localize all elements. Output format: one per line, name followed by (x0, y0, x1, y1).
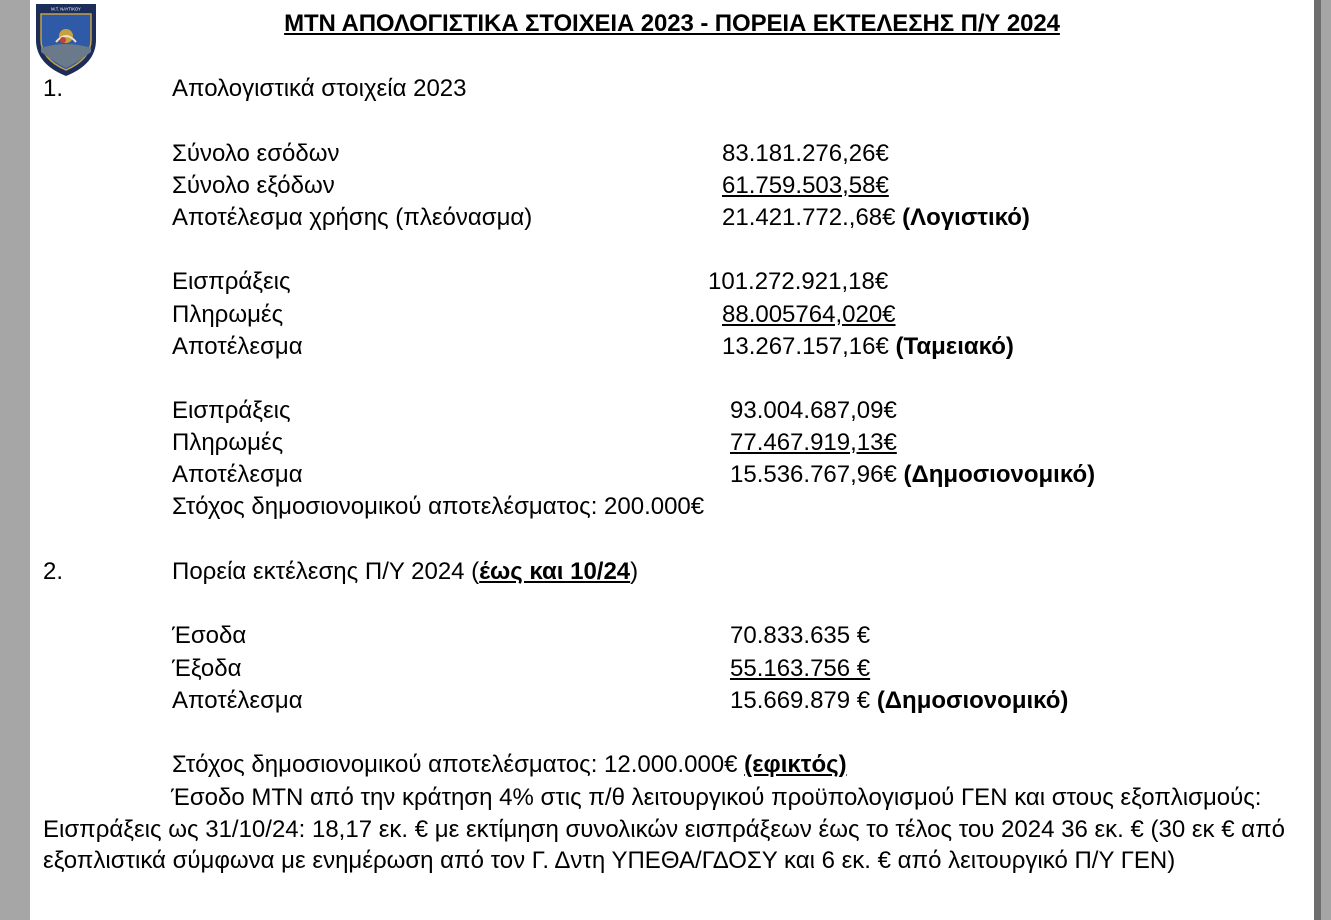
row-label: Εισπράξεις (172, 397, 291, 424)
row-label: Αποτέλεσμα χρήσης (πλεόνασμα) (172, 204, 533, 231)
row-note: (Ταμειακό) (895, 333, 1014, 360)
row-note: (Δημοσιονομικό) (903, 461, 1096, 488)
row-label: Εισπράξεις (172, 268, 291, 295)
emblem-logo-icon (30, 0, 102, 78)
heading-suffix: ) (630, 558, 639, 585)
section1-heading: Απολογιστικά στοιχεία 2023 (172, 75, 467, 102)
row-note: (Λογιστικό) (902, 204, 1030, 231)
document-page (30, 0, 1314, 920)
paragraph-text: Έσοδο ΜΤΝ από την κράτηση 4% στις π/θ λειτουργικού προϋπολογισμού ΓΕΝ και στους εξοπλισμούς: Εισπράξεις ως 31/10/24: 18,17 εκ. € με εκτίμηση συνολικών εισπράξεων έως το τέλος του 2024 36 εκ. € (30 εκ € από εξοπλιστικά σύμφωνα με ενημέρωση από τον Γ. Δντη ΥΠΕΘΑ/ΓΔΟΣΥ και 6 εκ. € από λειτουργικό Π/Υ ΓΕΝ) (43, 784, 1286, 874)
target-text: Στόχος δημοσιονομικού αποτελέσματος: 12.000.000€ (172, 751, 738, 778)
row-label: Αποτέλεσμα (172, 687, 303, 714)
row-value: 15.669.879 € (730, 687, 871, 714)
row-value: 15.536.767,96€ (730, 461, 897, 488)
page-shadow (1314, 0, 1321, 920)
row-value: 83.181.276,26€ (722, 140, 889, 167)
row-label: Αποτέλεσμα (172, 461, 303, 488)
heading-prefix: Πορεία εκτέλεσης Π/Υ 2024 ( (172, 558, 480, 585)
section2-number: 2. (43, 558, 64, 585)
row-value: 13.267.157,16€ (722, 333, 889, 360)
row-label: Πληρωμές (172, 429, 284, 456)
row-value: 21.421.772.,68€ (722, 204, 896, 231)
section2-heading (172, 557, 638, 587)
section1-target: Στόχος δημοσιονομικού αποτελέσματος: 200.000€ (172, 493, 705, 520)
row-label: Σύνολο εσόδων (172, 140, 340, 167)
row-value-with-note (730, 460, 1095, 490)
row-label: Έσοδα (172, 622, 247, 649)
row-value: 101.272.921,18€ (708, 268, 889, 295)
row-value: 77.467.919,13€ (730, 429, 897, 456)
row-value-with-note (730, 686, 1068, 716)
revenue-paragraph (43, 782, 1303, 877)
heading-period: έως και 10/24 (479, 558, 631, 585)
section2-target (172, 750, 847, 780)
row-label: Έξοδα (172, 655, 242, 682)
row-value: 70.833.635 € (730, 622, 871, 649)
row-label: Σύνολο εξόδων (172, 172, 335, 199)
row-value-with-note (722, 203, 1030, 233)
row-value: 93.004.687,09€ (730, 397, 897, 424)
row-value: 61.759.503,58€ (722, 172, 889, 199)
row-value-with-note (722, 332, 1014, 362)
row-label: Πληρωμές (172, 301, 284, 328)
row-value: 88.005764,020€ (722, 301, 896, 328)
svg-text:Μ.Τ. ΝΑΥΤΙΚΟΥ: Μ.Τ. ΝΑΥΤΙΚΟΥ (51, 6, 81, 12)
section1-number: 1. (43, 75, 64, 102)
document-title: ΜΤΝ ΑΠΟΛΟΓΙΣΤΙΚΑ ΣΤΟΙΧΕΙΑ 2023 - ΠΟΡΕΙΑ ΕΚΤΕΛΕΣΗΣ Π/Υ 2024 (284, 10, 1060, 37)
row-value: 55.163.756 € (730, 655, 871, 682)
row-note: (Δημοσιονομικό) (876, 687, 1069, 714)
target-status: (εφικτός) (744, 751, 847, 778)
row-label: Αποτέλεσμα (172, 333, 303, 360)
